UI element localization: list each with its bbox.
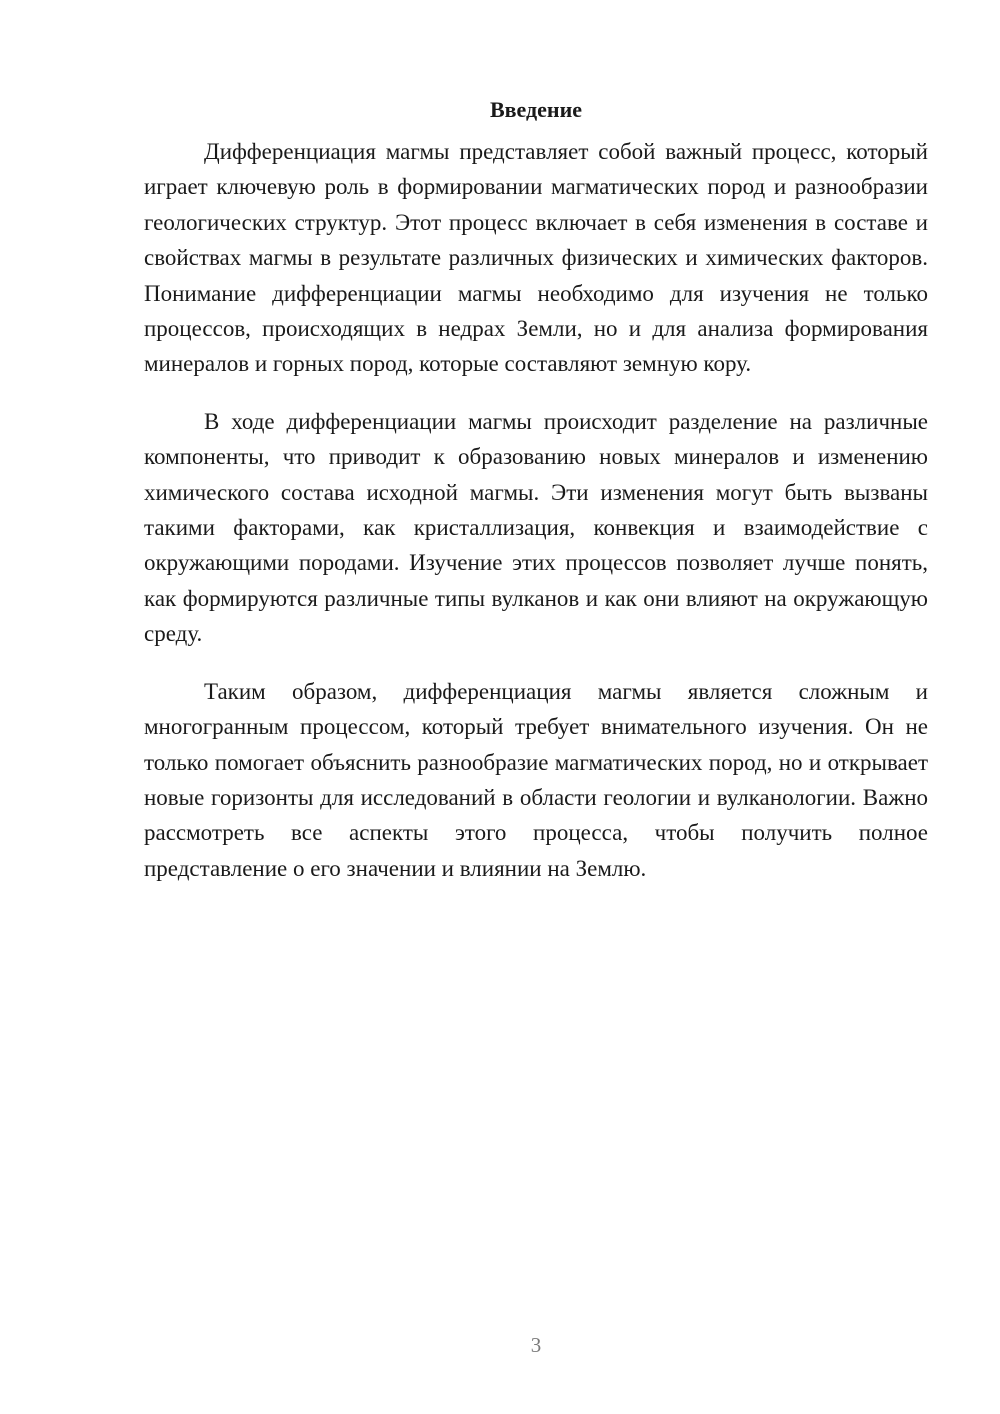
section-title: Введение	[489, 97, 583, 122]
paragraph-2: В ходе дифференциации магмы происходит разделение на различные компоненты, что приводит к образованию новых минералов и изменению химического состава исходной магмы. Эти изменения могут быть вызваны такими факторами, как кристаллизация, конвекция и взаимодействие с окружающими породами. Изучение этих процессов позволяет лучше понять, как формируются различные типы вулканов и как они влияют на окружающую среду.	[144, 408, 928, 647]
page-content	[144, 92, 928, 908]
paragraph-3: Таким образом, дифференциация магмы является сложным и многогранным процессом, который требует внимательного изучения. Он не только помогает объяснить разнообразие магматических пород, но и открывает новые горизонты для исследований в области геологии и вулканологии. Важно рассмотреть все аспекты этого процесса, чтобы получить полное представление о его значении и влиянии на Землю.	[144, 678, 928, 881]
paragraph-1: Дифференциация магмы представляет собой важный процесс, который играет ключевую роль в формировании магматических пород и разнообразии геологических структур. Этот процесс включает в себя изменения в составе и свойствах магмы в результате различных физических и химических факторов. Понимание дифференциации магмы необходимо для изучения не только процессов, происходящих в недрах Земли, но и для анализа формирования минералов и горных пород, которые составляют земную кору.	[144, 139, 928, 377]
page-number: 3	[530, 1333, 542, 1357]
